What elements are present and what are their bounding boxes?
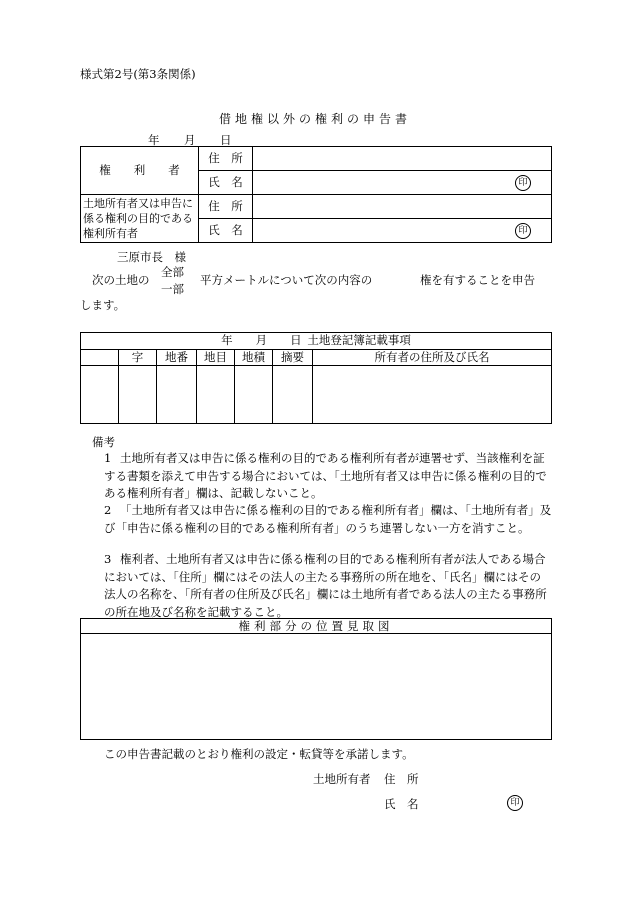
note-number: 3: [104, 552, 112, 566]
holder-label: 権 利 者: [81, 147, 199, 195]
declaration-prefix: 次の土地の: [92, 273, 150, 287]
date-day: 日: [220, 133, 232, 147]
owner-address-label: 住 所: [199, 195, 253, 219]
notes-heading: 備考: [92, 435, 115, 449]
addressee: 三原市長 様: [117, 250, 186, 264]
location-map-box: [80, 618, 552, 740]
note-number: 2: [104, 503, 112, 517]
consent-seal: [507, 794, 523, 811]
registry-cell[interactable]: [119, 366, 157, 424]
declaration-line2: します。: [80, 298, 126, 312]
registry-table: [80, 332, 552, 424]
registry-header: [81, 333, 552, 350]
seal-mark: 印: [515, 223, 531, 239]
holder-address-field[interactable]: [253, 147, 552, 171]
owner-name-field[interactable]: [253, 219, 552, 243]
consent-owner-label: 土地所有者: [313, 772, 371, 786]
note-text: 権利者、土地所有者又は申告に係る権利の目的である権利所有者が法人である場合においては、「住所」欄にはその法人の主たる事務所の所在地を、「氏名」欄にはその法人の名称を、「所有者の住所及び氏名」欄には土地所有者である法人の主たる事務所の所在地及び名称を記載すること。: [104, 552, 547, 619]
document-title: 借地権以外の権利の申告書: [218, 112, 411, 126]
registry-cell[interactable]: [157, 366, 197, 424]
location-map-title: 権利部分の位置見取図: [81, 619, 551, 634]
note-number: 1: [104, 451, 112, 465]
location-map-area[interactable]: [81, 634, 551, 739]
form-number: 様式第2号(第3条関係): [80, 67, 196, 81]
registry-col-chiseki: 地積: [235, 349, 273, 366]
registry-col-chimoku: 地目: [197, 349, 235, 366]
holder-address-label: 住 所: [199, 147, 253, 171]
registry-header-year: 年: [221, 333, 233, 347]
registry-col-0: [81, 349, 119, 366]
declaration-all: 全部: [161, 265, 184, 279]
registry-header-month: 月: [255, 333, 268, 347]
owner-name-label: 氏 名: [199, 219, 253, 243]
registry-cell[interactable]: [81, 366, 119, 424]
registry-cell[interactable]: [273, 366, 313, 424]
consent-name-label: 氏 名: [384, 797, 419, 811]
owner-label: 土地所有者又は申告に係る権利の目的である権利所有者: [81, 195, 199, 243]
date-month: 月: [184, 133, 196, 147]
owner-address-field[interactable]: [253, 195, 552, 219]
date-year: 年: [148, 133, 160, 147]
holder-name-field[interactable]: [253, 171, 552, 195]
note-item: [104, 551, 552, 621]
note-item: [104, 450, 552, 503]
registry-cell[interactable]: [197, 366, 235, 424]
declaration-suffix: 権を有することを申告: [420, 273, 535, 287]
declaration-middle: 平方メートルについて次の内容の: [200, 273, 373, 287]
registry-header-day: 日: [290, 333, 302, 347]
registry-cell[interactable]: [313, 366, 552, 424]
applicant-table: [80, 146, 552, 243]
seal-mark: 印: [515, 175, 531, 191]
note-text: 「土地所有者又は申告に係る権利の目的である権利所有者」欄は、「土地所有者」及び「申告に係る権利の目的である権利所有者」のうち連署しない一方を消すこと。: [104, 503, 552, 535]
consent-address-label: 住 所: [384, 772, 419, 786]
declaration-part: 一部: [161, 282, 184, 296]
seal-mark: 印: [507, 795, 523, 811]
consent-text: この申告書記載のとおり権利の設定・転貸等を承諾します。: [104, 747, 414, 761]
holder-name-label: 氏 名: [199, 171, 253, 195]
registry-col-tekiyo: 摘要: [273, 349, 313, 366]
registry-col-aza: 字: [119, 349, 157, 366]
note-item: [104, 502, 552, 537]
registry-col-owner: 所有者の住所及び氏名: [313, 349, 552, 366]
note-text: 土地所有者又は申告に係る権利の目的である権利所有者が連署せず、当該権利を証する書類を添えて申告する場合においては、「土地所有者又は申告に係る権利の目的である権利所有者」欄は、記載しないこと。: [104, 451, 547, 500]
registry-header-title: 土地登記簿記載事項: [307, 333, 411, 347]
registry-cell[interactable]: [235, 366, 273, 424]
registry-col-chiban: 地番: [157, 349, 197, 366]
